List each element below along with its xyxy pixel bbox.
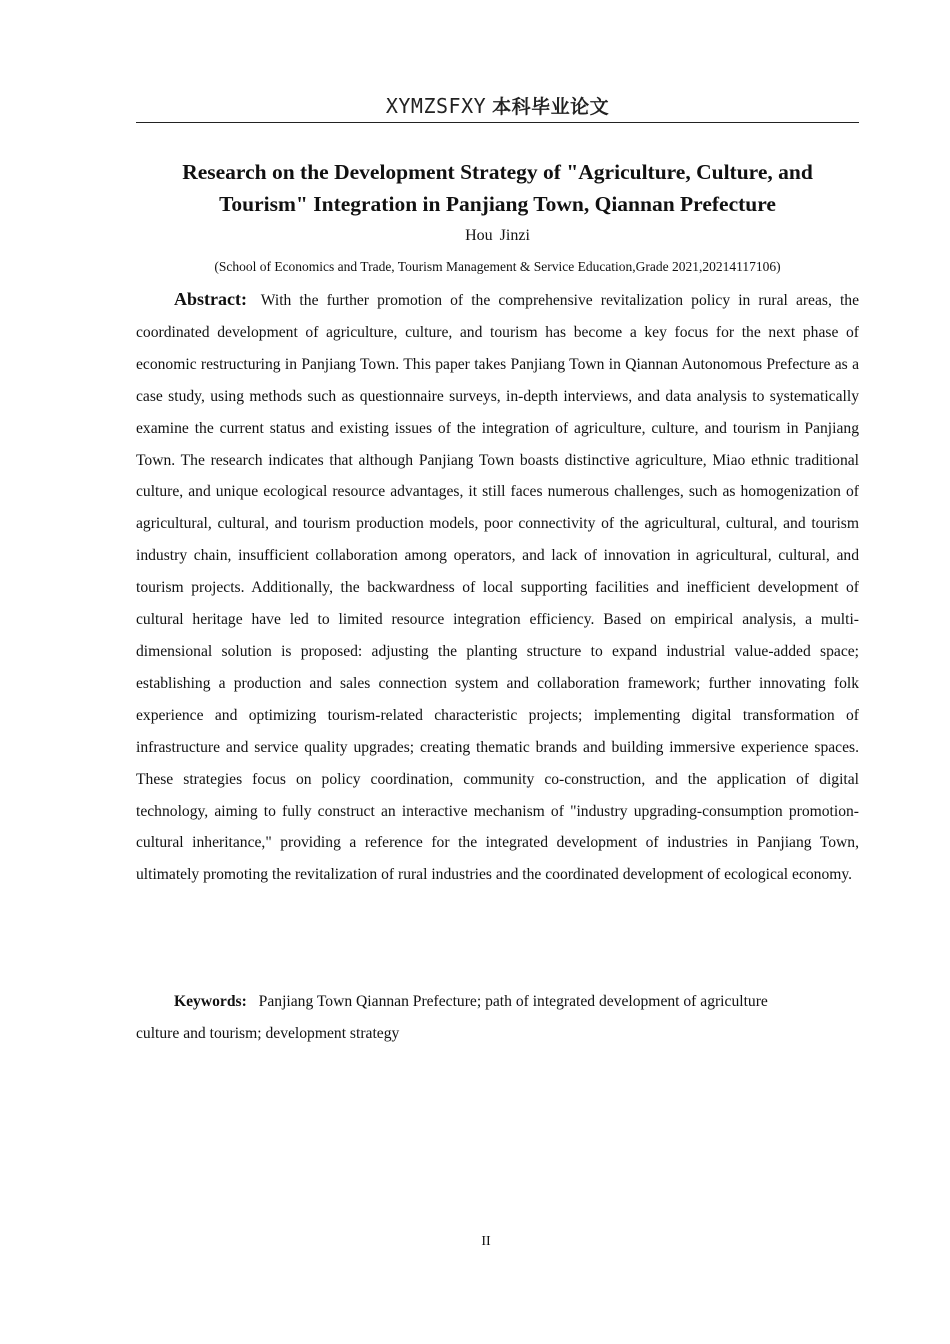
paper-title: [136, 156, 859, 220]
abstract-label: Abstract:: [174, 289, 247, 309]
keywords-paragraph: [136, 986, 859, 1050]
running-header: [136, 92, 859, 121]
paper-title-line-1: Research on the Development Strategy of "Agriculture, Culture, and: [182, 160, 813, 184]
author-name: Hou Jinzi: [465, 227, 530, 244]
abstract-paragraph: [136, 284, 859, 891]
author-affiliation: (School of Economics and Trade, Tourism Management & Service Education,Grade 2021,20214117106): [214, 259, 781, 274]
page-number: II: [481, 1234, 491, 1249]
keywords-label: Keywords:: [174, 993, 247, 1010]
header-institution-code: XYMZSFXY: [385, 94, 487, 118]
paper-title-line-2: Tourism" Integration in Panjiang Town, Qiannan Prefecture: [219, 192, 776, 216]
keywords-text: Panjiang Town Qiannan Prefecture; path of integrated development of agriculture culture and tourism; development strategy: [136, 993, 768, 1042]
header-thesis-label: 本科毕业论文: [492, 96, 610, 118]
abstract-text: With the further promotion of the comprehensive revitalization policy in rural areas, the coordinated development of agriculture, culture, and tourism has become a key focus for the next phase of economic restructuring in Panjiang Town. This paper takes Panjiang Town in Qiannan Autonomous Prefecture as a case study, using methods such as questionnaire surveys, in-depth interviews, and data analysis to systematically examine the current status and existing issues of the integration of agriculture, culture, and tourism in Panjiang Town. The research indicates that although Panjiang Town boasts distinctive agriculture, Miao ethnic traditional culture, and unique ecological resource advantages, it still faces numerous challenges, such as homogenization of agricultural, cultural, and tourism production models, poor connectivity of the agricultural, cultural, and tourism industry chain, insufficient collaboration among operators, and lack of innovation in agricultural, cultural, and tourism projects. Additionally, the backwardness of local supporting facilities and inefficient development of cultural heritage have led to limited resource integration efficiency. Based on empirical analysis, a multi-dimensional solution is proposed: adjusting the planting structure to expand industrial value-added space; establishing a production and sales connection system and collaboration framework; further innovating folk experience and optimizing tourism-related characteristic projects; implementing digital transformation of infrastructure and service quality upgrades; creating thematic brands and building immersive experience spaces. These strategies focus on policy coordination, community co-construction, and the application of digital technology, aiming to fully construct an interactive mechanism of "industry upgrading-consumption promotion-cultural inheritance," providing a reference for the integrated development of industries in Panjiang Town, ultimately promoting the revitalization of rural industries and the coordinated development of ecological economy.: [136, 292, 860, 884]
header-divider: [136, 122, 859, 123]
